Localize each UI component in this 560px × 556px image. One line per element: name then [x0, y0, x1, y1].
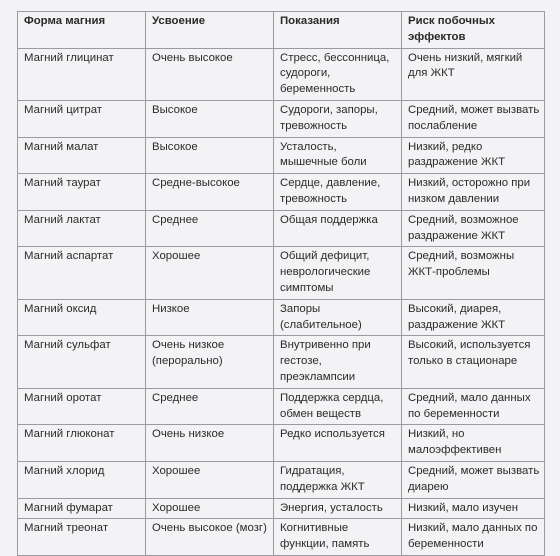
- cell-absorption: Низкое: [146, 299, 274, 336]
- cell-indications: Энергия, усталость: [274, 498, 402, 519]
- table-row: [18, 247, 545, 299]
- cell-side-effects-risk: Средний, может вызвать диарею: [402, 461, 545, 498]
- cell-indications: Гидратация, поддержка ЖКТ: [274, 461, 402, 498]
- cell-form: Магний аспартат: [18, 247, 146, 299]
- table-row: [18, 48, 545, 100]
- cell-side-effects-risk: Средний, возможны ЖКТ-проблемы: [402, 247, 545, 299]
- cell-absorption: Очень низкое (перорально): [146, 336, 274, 388]
- header-side-effects-risk: Риск побочных эффектов: [402, 12, 545, 49]
- cell-side-effects-risk: Низкий, но малоэффективен: [402, 425, 545, 462]
- cell-side-effects-risk: Низкий, мало данных по беременности: [402, 519, 545, 556]
- cell-side-effects-risk: Средний, возможное раздражение ЖКТ: [402, 210, 545, 247]
- cell-side-effects-risk: Средний, мало данных по беременности: [402, 388, 545, 425]
- cell-absorption: Очень высокое (мозг): [146, 519, 274, 556]
- cell-form: Магний цитрат: [18, 100, 146, 137]
- table-row: [18, 174, 545, 211]
- cell-absorption: Хорошее: [146, 498, 274, 519]
- cell-form: Магний оротат: [18, 388, 146, 425]
- table-row: [18, 498, 545, 519]
- table-row: [18, 519, 545, 556]
- cell-side-effects-risk: Средний, может вызвать послабление: [402, 100, 545, 137]
- cell-side-effects-risk: Низкий, осторожно при низком давлении: [402, 174, 545, 211]
- table-row: [18, 461, 545, 498]
- cell-indications: Внутривенно при гестозе, преэклампсии: [274, 336, 402, 388]
- cell-absorption: Высокое: [146, 137, 274, 174]
- cell-indications: Общий дефицит, неврологические симптомы: [274, 247, 402, 299]
- cell-side-effects-risk: Низкий, редко раздражение ЖКТ: [402, 137, 545, 174]
- cell-form: Магний глюконат: [18, 425, 146, 462]
- cell-form: Магний оксид: [18, 299, 146, 336]
- cell-side-effects-risk: Высокий, диарея, раздражение ЖКТ: [402, 299, 545, 336]
- cell-form: Магний малат: [18, 137, 146, 174]
- cell-indications: Стресс, бессонница, судороги, беременность: [274, 48, 402, 100]
- cell-indications: Сердце, давление, тревожность: [274, 174, 402, 211]
- header-indications: Показания: [274, 12, 402, 49]
- table-row: [18, 425, 545, 462]
- table-row: [18, 336, 545, 388]
- cell-absorption: Очень низкое: [146, 425, 274, 462]
- cell-form: Магний фумарат: [18, 498, 146, 519]
- cell-absorption: Хорошее: [146, 461, 274, 498]
- cell-absorption: Среднее: [146, 210, 274, 247]
- cell-indications: Судороги, запоры, тревожность: [274, 100, 402, 137]
- cell-indications: Поддержка сердца, обмен веществ: [274, 388, 402, 425]
- table-row: [18, 299, 545, 336]
- magnesium-forms-table: [17, 11, 545, 556]
- table-header-row: [18, 12, 545, 49]
- cell-indications: Запоры (слабительное): [274, 299, 402, 336]
- table-row: [18, 100, 545, 137]
- header-absorption: Усвоение: [146, 12, 274, 49]
- cell-absorption: Высокое: [146, 100, 274, 137]
- table-row: [18, 388, 545, 425]
- cell-side-effects-risk: Высокий, используется только в стационаре: [402, 336, 545, 388]
- table-row: [18, 210, 545, 247]
- table-row: [18, 137, 545, 174]
- cell-form: Магний сульфат: [18, 336, 146, 388]
- cell-absorption: Средне-высокое: [146, 174, 274, 211]
- cell-form: Магний глицинат: [18, 48, 146, 100]
- cell-indications: Редко используется: [274, 425, 402, 462]
- cell-side-effects-risk: Очень низкий, мягкий для ЖКТ: [402, 48, 545, 100]
- cell-form: Магний хлорид: [18, 461, 146, 498]
- cell-indications: Общая поддержка: [274, 210, 402, 247]
- cell-indications: Усталость, мышечные боли: [274, 137, 402, 174]
- cell-form: Магний лактат: [18, 210, 146, 247]
- cell-absorption: Среднее: [146, 388, 274, 425]
- cell-indications: Когнитивные функции, память: [274, 519, 402, 556]
- header-form: Форма магния: [18, 12, 146, 49]
- cell-side-effects-risk: Низкий, мало изучен: [402, 498, 545, 519]
- cell-form: Магний треонат: [18, 519, 146, 556]
- cell-form: Магний таурат: [18, 174, 146, 211]
- cell-absorption: Очень высокое: [146, 48, 274, 100]
- cell-absorption: Хорошее: [146, 247, 274, 299]
